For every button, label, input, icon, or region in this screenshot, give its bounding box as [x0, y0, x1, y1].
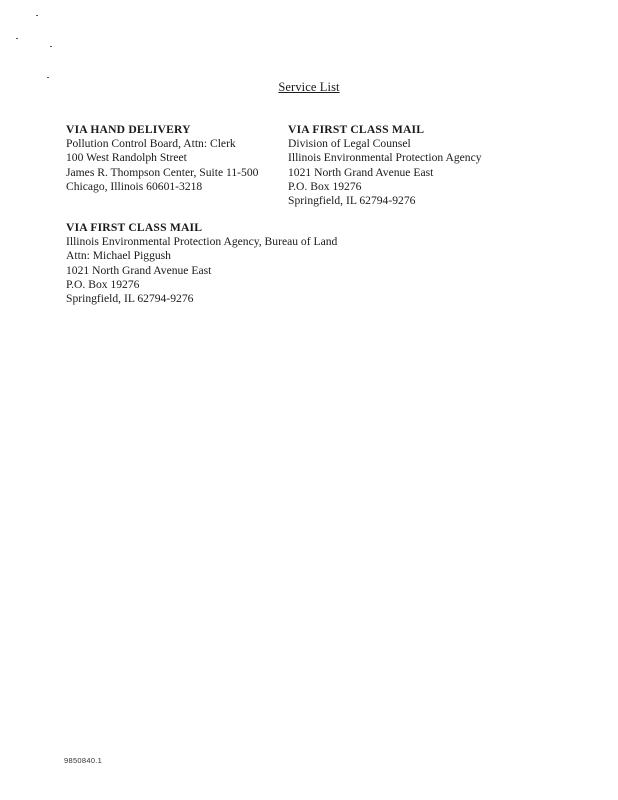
- delivery-method-heading: VIA FIRST CLASS MAIL: [66, 221, 203, 234]
- service-block-hand-delivery: [66, 123, 258, 194]
- address-line: 1021 North Grand Avenue East: [66, 263, 212, 277]
- scan-speck: [50, 46, 52, 47]
- address-line: Illinois Environmental Protection Agency, Bureau of Land: [66, 235, 338, 249]
- service-block-first-class-bureau: [66, 221, 337, 306]
- service-block-first-class-legal: [288, 123, 482, 208]
- address-line: James R. Thompson Center, Suite 11-500: [66, 165, 259, 179]
- address-line: 100 West Randolph Street: [66, 151, 187, 165]
- address-line: Springfield, IL 62794-9276: [288, 194, 416, 208]
- address-line: Springfield, IL 62794-9276: [66, 292, 194, 306]
- address-line: P.O. Box 19276: [66, 277, 140, 291]
- address-line: Illinois Environmental Protection Agency: [288, 151, 482, 165]
- address-line: Attn: Michael Piggush: [66, 249, 171, 263]
- address-line: Division of Legal Counsel: [288, 137, 411, 151]
- scan-speck: [16, 38, 18, 39]
- delivery-method-heading: VIA HAND DELIVERY: [66, 123, 191, 136]
- address-line: Pollution Control Board, Attn: Clerk: [66, 137, 236, 151]
- scan-speck: [36, 15, 38, 16]
- address-line: P.O. Box 19276: [288, 179, 362, 193]
- document-id-footer: 9850840.1: [64, 756, 103, 765]
- address-line: 1021 North Grand Avenue East: [288, 165, 434, 179]
- delivery-method-heading: VIA FIRST CLASS MAIL: [288, 123, 425, 136]
- address-line: Chicago, Illinois 60601-3218: [66, 179, 203, 193]
- scan-speck: [47, 77, 49, 78]
- page-title: Service List: [278, 80, 340, 94]
